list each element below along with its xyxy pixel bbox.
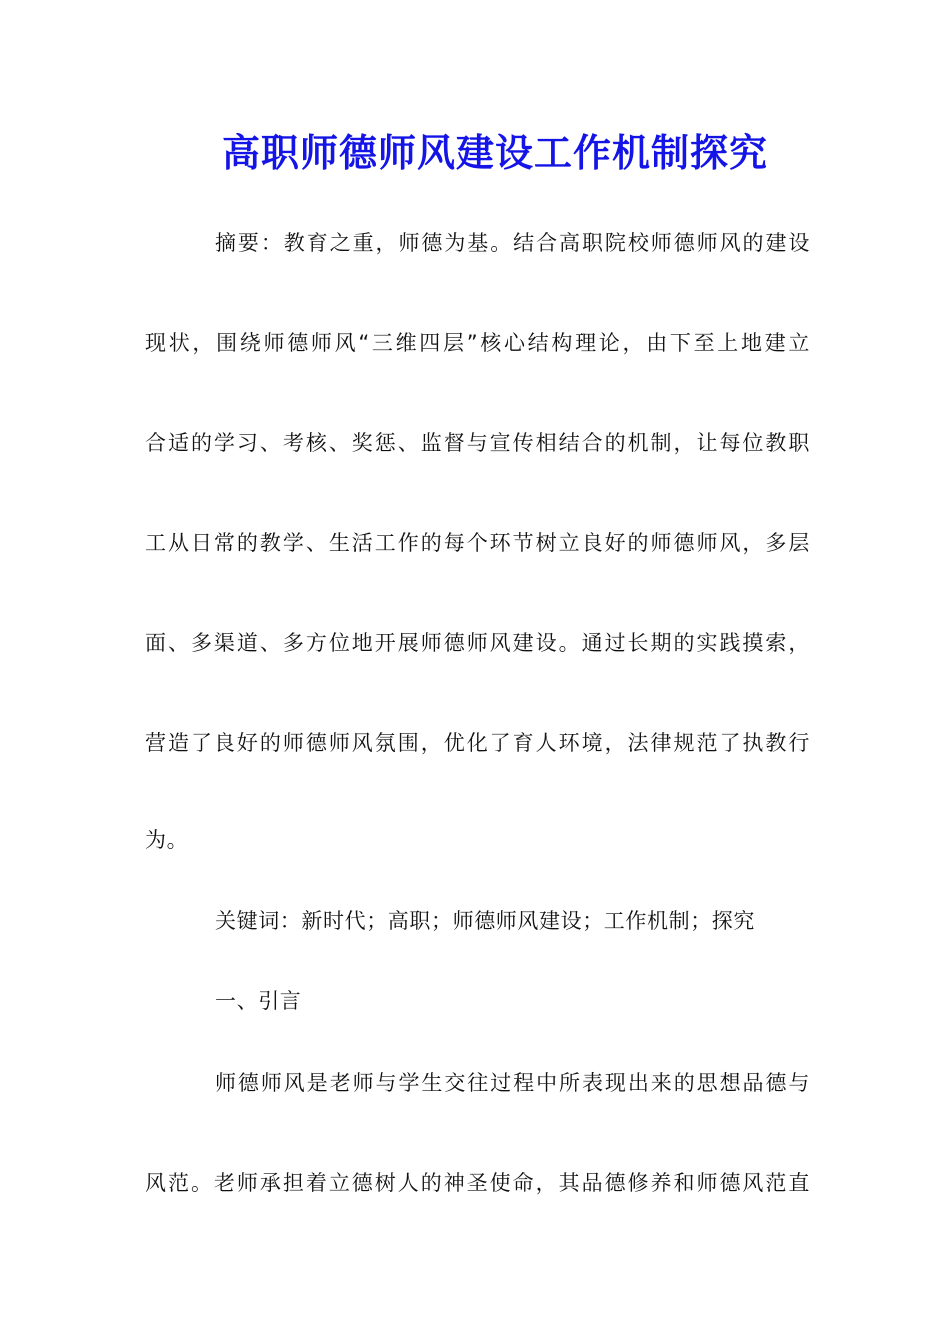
keywords-line: 关键词：新时代；高职；师德师风建设；工作机制；探究 [215,909,755,933]
abstract-line-3: 合适的学习、考核、奖惩、监督与宣传相结合的机制，让每位教职 [145,431,810,455]
document-title: 高职师德师风建设工作机制探究 [221,130,768,175]
abstract-line-2: 现状，围绕师德师风“三维四层”核心结构理论，由下至上地建立 [145,331,810,355]
abstract-line-1: 摘要：教育之重，师德为基。结合高职院校师德师风的建设 [215,231,810,255]
abstract-line-5: 面、多渠道、多方位地开展师德师风建设。通过长期的实践摸索， [145,631,810,655]
abstract-line-6: 营造了良好的师德师风氛围，优化了育人环境，法律规范了执教行 [145,731,810,755]
section-heading: 一、引言 [215,989,302,1013]
abstract-line-4: 工从日常的教学、生活工作的每个环节树立良好的师德师风，多层 [145,531,810,555]
intro-line-1: 师德师风是老师与学生交往过程中所表现出来的思想品德与 [215,1071,810,1095]
intro-line-2: 风范。老师承担着立德树人的神圣使命，其品德修养和师德风范直 [145,1171,810,1195]
abstract-line-7: 为。 [145,828,189,852]
